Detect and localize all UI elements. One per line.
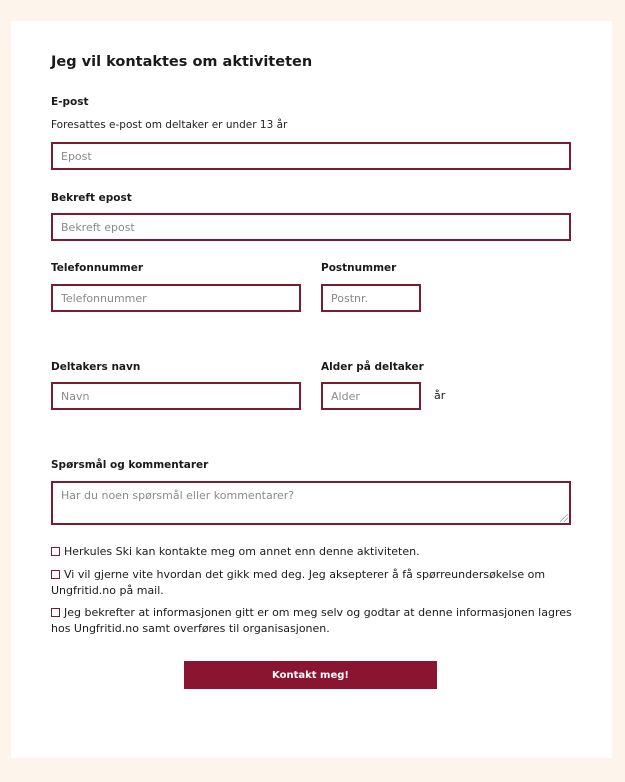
email-input[interactable] <box>51 142 571 170</box>
confirm-email-label: Bekreft epost <box>51 192 132 204</box>
comments-label: Spørsmål og kommentarer <box>51 459 209 471</box>
postal-input[interactable] <box>321 284 421 312</box>
checkbox-contact-other[interactable] <box>51 547 60 556</box>
textarea-resize-handle[interactable] <box>560 514 568 522</box>
email-label: E-post <box>51 96 89 108</box>
submit-button[interactable]: Kontakt meg! <box>184 661 437 689</box>
checkbox-row-survey <box>51 567 576 598</box>
checkbox-survey[interactable] <box>51 570 60 579</box>
comments-textarea[interactable] <box>51 481 571 525</box>
phone-label: Telefonnummer <box>51 262 143 274</box>
age-input[interactable] <box>321 382 421 410</box>
age-label: Alder på deltaker <box>321 361 424 373</box>
checkbox-consent[interactable] <box>51 608 60 617</box>
age-unit: år <box>434 389 446 402</box>
postal-label: Postnummer <box>321 262 397 274</box>
checkbox-row-contact-other <box>51 544 576 560</box>
form-title: Jeg vil kontaktes om aktiviteten <box>51 54 313 70</box>
participant-name-label: Deltakers navn <box>51 361 141 373</box>
participant-name-input[interactable] <box>51 382 301 410</box>
email-hint: Foresattes e-post om deltaker er under 13 år <box>51 119 288 131</box>
checkbox-row-consent <box>51 605 576 636</box>
contact-form-card <box>11 21 612 758</box>
checkbox-contact-other-label: Herkules Ski kan kontakte meg om annet enn denne aktiviteten. <box>64 545 420 558</box>
confirm-email-input[interactable] <box>51 213 571 241</box>
phone-input[interactable] <box>51 284 301 312</box>
checkbox-consent-label: Jeg bekrefter at informasjonen gitt er om meg selv og godtar at denne informasjonen lagres hos Ungfritid.no samt overføres til organisasjonen. <box>51 606 572 635</box>
checkbox-survey-label: Vi vil gjerne vite hvordan det gikk med deg. Jeg aksepterer å få spørreundersøkelse om Ungfritid.no på mail. <box>51 568 546 597</box>
